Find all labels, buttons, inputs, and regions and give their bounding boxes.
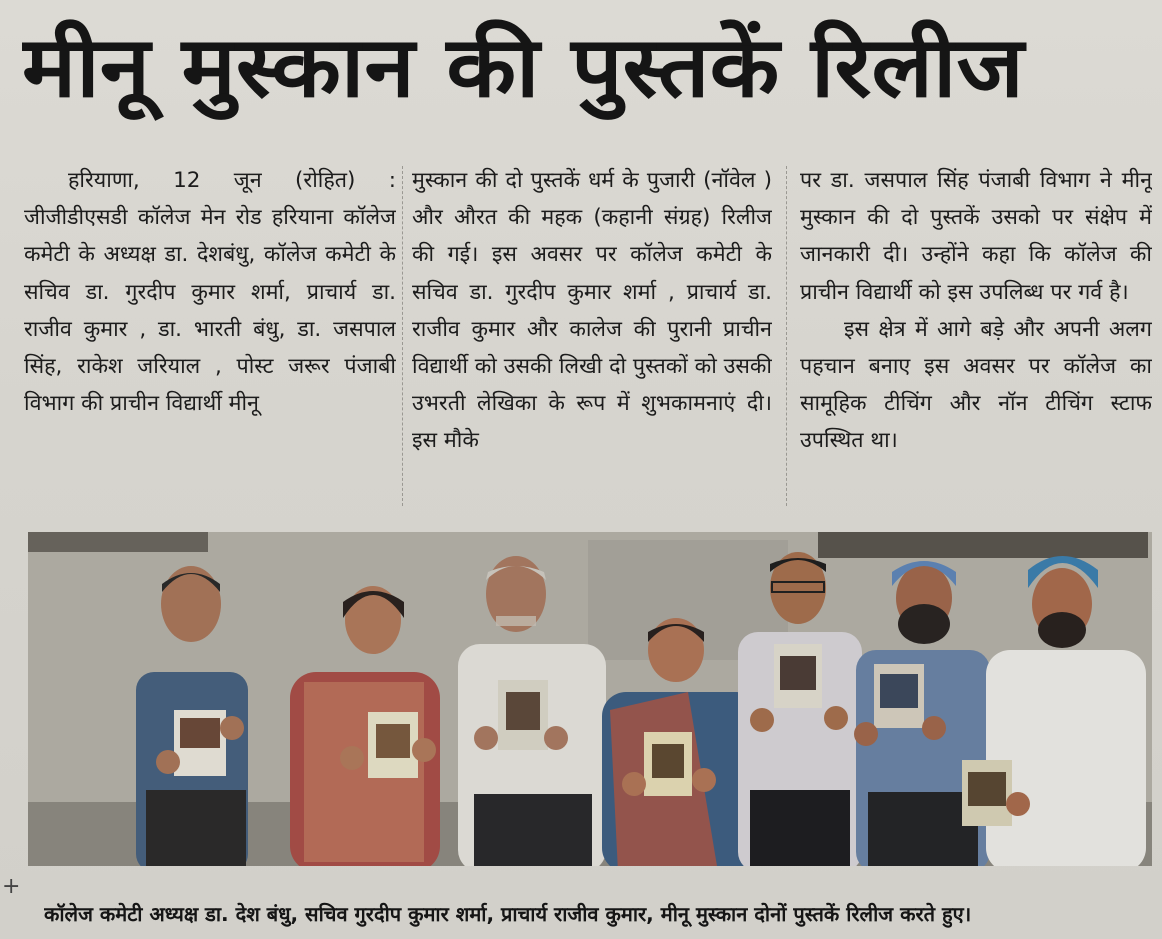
article-text-col3-p1: पर डा. जसपाल सिंह पंजाबी विभाग ने मीनू मुस्कान की दो पुस्तकें उसको पर संक्षेप में जानकारी दी। उन्होंने कहा कि कॉलेज की प्राचीन विद्यार्थी को इस उपलिब्ध पर गर्व है।: [800, 168, 1152, 305]
article-column-3: [800, 162, 1152, 512]
column-divider: [402, 166, 403, 506]
group-photo-illustration: [28, 532, 1152, 866]
photo-caption: कॉलेज कमेटी अध्यक्ष डा. देश बंधु, सचिव गुरदीप कुमार शर्मा, प्राचार्य राजीव कुमार, मीनू मुस्कान दोनों पुस्तकें रिलीज करते हुए।: [44, 902, 972, 926]
article-column-1: [24, 162, 396, 512]
print-registration-mark: +: [2, 874, 21, 899]
news-photo: [28, 532, 1152, 866]
headline: मीनू मुस्कान की पुस्तकें रिलीज: [22, 18, 1024, 116]
column-divider: [786, 166, 787, 506]
article-column-2: [412, 162, 772, 512]
article-text-col1: हरियाणा, 12 जून (रोहित) : जीजीडीएसडी कॉलेज मेन रोड हरियाना कॉलेज कमेटी के अध्यक्ष डा. देशबंधु, कॉलेज कमेटी के सचिव डा. गुरदीप कुमार शर्मा, प्राचार्य डा. राजीव कुमार , डा. भारती बंधु, डा. जसपाल सिंह, राकेश जरियाल , पोस्ट जरूर पंजाबी विभाग की प्राचीन विद्यार्थी मीनू: [24, 168, 396, 417]
article-text-col3-p2: इस क्षेत्र में आगे बड़े और अपनी अलग पहचान बनाए इस अवसर पर कॉलेज का सामूहिक टीचिंग और नॉन टीचिंग स्टाफ उपस्थित था।: [800, 316, 1152, 454]
article-text-col2: मुस्कान की दो पुस्तकें धर्म के पुजारी (नॉवेल ) और औरत की महक (कहानी संग्रह) रिलीज की गई। इस अवसर पर कॉलेज कमेटी के सचिव डा. गुरदीप कुमार शर्मा , प्राचार्य डा. राजीव कुमार और कालेज की पुरानी प्राचीन विद्यार्थी को उसकी लिखी दो पुस्तकों को उसकी उभरती लेखिका के रूप में शुभकामनाएं दी। इस मौके: [412, 168, 772, 454]
